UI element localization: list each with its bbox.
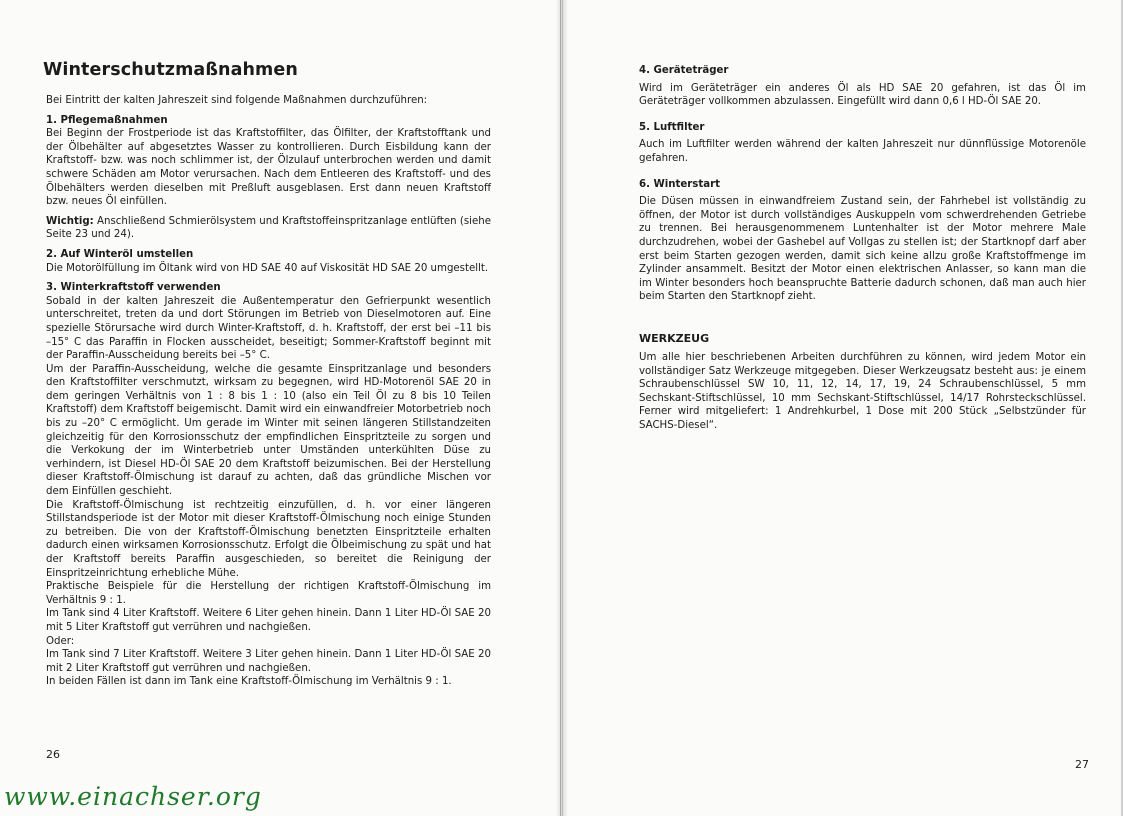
wichtig-label: Wichtig:: [46, 215, 94, 227]
section-3-title: 3. Winterkraftstoff verwenden: [46, 282, 221, 294]
section-3-paragraph-1: Sobald in der kalten Jahreszeit die Außentemperatur den Gefrierpunkt wesentlich unterschreitet, treten da und dort Störungen im Betrieb von Dieselmotoren auf. Eine spezielle Störursache wird durch Winter-Kraftstoff, d. h. Kraftstoff, der erst bei –11 bis –15° C das Paraffin in Flocken ausscheidet, beseitigt; Sommer-Kraftstoff beginnt mit der Paraffin-Ausscheidung bereits bei –5° C.: [46, 295, 491, 362]
page-number-right: 27: [1075, 758, 1089, 771]
section-4-text: Wird im Geräteträger ein anderes Öl als HD SAE 20 gefahren, ist das Öl im Geräteträger vollkommen abzulassen. Eingefüllt wird dann 0,6 l HD-Öl SAE 20.: [639, 82, 1086, 108]
watermark: www.einachser.org: [4, 782, 262, 811]
intro-text: Bei Eintritt der kalten Jahreszeit sind folgende Maßnahmen durchzuführen:: [46, 95, 428, 106]
section-3-paragraph-3: Die Kraftstoff-Ölmischung ist rechtzeitig einzufüllen, d. h. vor einer längeren Stillstandsperiode ist der Motor mit dieser Kraftstoff-Ölmischung noch einige Stunden zu betreiben. Die von der Kraftstoff-Ölmischung benetzten Einspritzteile erhalten dadurch einen wirksamen Korrosionsschutz. Erfolgt die Ölbeimischung zu spät und hat der Kraftstoff bereits Paraffin ausgeschieden, so bereitet die Reinigung der Einspritzeinrichtung erhebliche Mühe.: [46, 499, 491, 579]
left-page-content: [43, 60, 491, 689]
section-2-text: Die Motorölfüllung im Öltank wird von HD SAE 40 auf Viskosität HD SAE 20 umgestellt.: [46, 262, 489, 274]
section-3-paragraph-7: In beiden Fällen ist dann im Tank eine Kraftstoff-Ölmischung im Verhältnis 9 : 1.: [46, 676, 452, 688]
right-page: [562, 0, 1123, 816]
section-3-paragraph-2: Um der Paraffin-Ausscheidung, welche die gesamte Einspritzanlage und besonders den Kraftstoffilter verschmutzt, wirksam zu begegnen, wird HD-Motorenöl SAE 20 in dem geringen Verhältnis von 1 : 8 bis 1 : 10 (also ein Teil Öl zu 8 bis 10 Teilen Kraftstoff) dem Kraftstoff beigemischt. Damit wird ein einwandfreier Motorbetrieb noch bis zu –20° C ermöglicht. Um gerade im Winter mit seinen längeren Stillstandzeiten gleichzeitig für den Korrosionsschutz der empfindlichen Einspritzteile zu sorgen und die Verkokung der im Winterbetrieb unter Umständen unterkühlten Düse zu verhindern, ist Diesel HD-Öl SAE 20 dem Kraftstoff beizumischen. Bei der Herstellung dieser Kraftstoff-Ölmischung ist darauf zu achten, daß das gründliche Mischen vor dem Einfüllen geschieht.: [46, 363, 491, 498]
section-3-paragraph-5: Im Tank sind 4 Liter Kraftstoff. Weitere 6 Liter gehen hinein. Dann 1 Liter HD-Öl SAE 20 mit 5 Liter Kraftstoff gut verrühren und nachgießen.: [46, 608, 491, 633]
right-page-content: [639, 64, 1086, 432]
section-6-text: Die Düsen müssen in einwandfreiem Zustand sein, der Fahrhebel ist vollständig zu öffnen, der Motor ist durch vollständiges Auskuppeln vom schwerdrehenden Getriebe zu trennen. Bei herausgenommenem Luntenhalter ist der Motor mehrere Male durchzudrehen, wobei der Gashebel auf Vollgas zu stellen ist; der Startknopf darf aber erst beim Starten gezogen werden, damit sich keine allzu große Kraftstoffmenge im Zylinder ansammelt. Besitzt der Motor einen elektrischen Anlasser, so kann man die im Winter besonders hoch beanspruchte Batterie dadurch schonen, daß man auch hier beim Starten den Startknopf zieht.: [639, 196, 1086, 303]
wichtig-text: Anschließend Schmierölsystem und Kraftstoffeinspritzanlage entlüften (siehe Seite 23 und 24).: [46, 215, 491, 241]
section-5-text: Auch im Luftfilter werden während der kalten Jahreszeit nur dünnflüssige Motorenöle gefahren.: [639, 139, 1086, 164]
book-gutter: [556, 0, 568, 816]
werkzeug-text: Um alle hier beschriebenen Arbeiten durchführen zu können, wird jedem Motor ein vollständiger Satz Werkzeuge mitgegeben. Dieser Werkzeugsatz besteht aus: je einem Schraubenschlüssel SW 10, 11, 12, 14, 17, 19, 24 Schraubenschlüssel, 5 mm Sechskant-Stiftschlüssel, 10 mm Sechskant-Stiftschlüssel, 14/17 Rohrsteckschlüssel. Ferner wird mitgeliefert: 1 Andrehkurbel, 1 Dose mit 200 Stück „Selbstzünder für SACHS-Diesel“.: [639, 351, 1086, 431]
section-4-title: 4. Geräteträger: [639, 65, 729, 76]
section-3-oder: Oder:: [46, 635, 75, 647]
section-6-title: 6. Winterstart: [639, 178, 720, 190]
wichtig-note: [46, 215, 491, 242]
section-3-paragraph-6: Im Tank sind 7 Liter Kraftstoff. Weitere 3 Liter gehen hinein. Dann 1 Liter HD-Öl SAE 20 mit 2 Liter Kraftstoff gut verrühren und nachgießen.: [46, 649, 491, 674]
section-2-title: 2. Auf Winteröl umstellen: [46, 248, 194, 260]
section-1-text: Bei Beginn der Frostperiode ist das Kraftstoffilter, das Ölfilter, der Kraftstofftank und der Ölbehälter auf abgesetztes Wasser zu kontrollieren. Durch Eisbildung kann der Kraftstoff- bzw. was noch schlimmer ist, der Ölzulauf unterbrochen werden und damit schwere Schäden am Motor verursachen. Nach dem Entleeren des Kraftstoff- und des Ölbehälters werden dieselben mit Preßluft ausgeblasen. Erst dann neuen Kraftstoff bzw. neues Öl einfüllen.: [46, 128, 491, 208]
section-1-title: 1. Pflegemaßnahmen: [46, 114, 168, 126]
section-5-title: 5. Luftfilter: [639, 121, 705, 133]
page-number-left: 26: [46, 748, 60, 761]
left-page: [0, 0, 561, 816]
werkzeug-title: WERKZEUG: [639, 331, 710, 345]
section-3-paragraph-4: Praktische Beispiele für die Herstellung der richtigen Kraftstoff-Ölmischung im Verhältnis 9 : 1.: [46, 581, 491, 606]
page-title: Winterschutzmaßnahmen: [43, 60, 298, 80]
